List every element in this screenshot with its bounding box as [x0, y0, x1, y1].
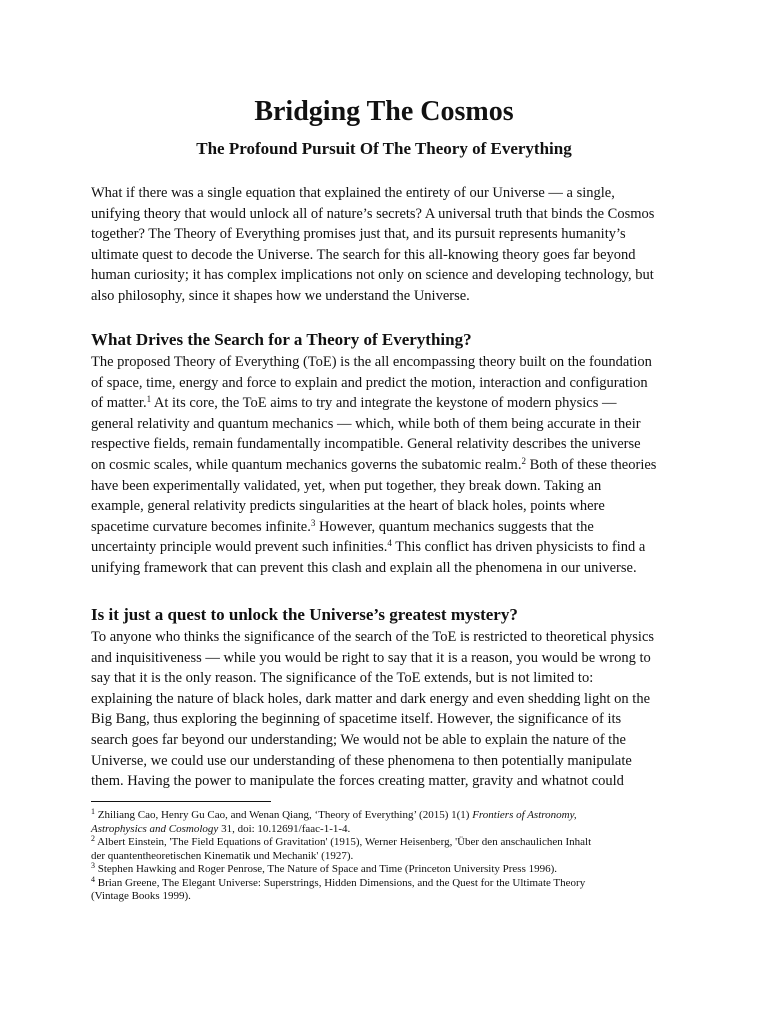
text-line — [91, 455, 681, 476]
footnote-text: Stephen Hawking and Roger Penrose, The Nature of Space and Time (Princeton University Press 1996). — [95, 863, 558, 875]
text-run: spacetime curvature becomes infinite. — [91, 518, 311, 535]
text-run: of matter. — [91, 395, 147, 412]
text-line: them. Having the power to manipulate the forces creating matter, gravity and whatnot could — [91, 773, 624, 790]
page-title: Bridging The Cosmos — [254, 96, 514, 127]
text-run: Both of these theories — [525, 456, 657, 473]
text-run: At its core, the ToE aims to try and integrate the keystone of modern physics — — [151, 395, 617, 412]
footnote-journal: Astrophysics and Cosmology — [91, 822, 219, 835]
footnote-number: 1 — [91, 807, 95, 816]
footnote-line — [91, 823, 691, 837]
footnote-number: 4 — [91, 874, 95, 884]
text-line: say that it is the only reason. The significance of the ToE extends, but is not limited to: — [91, 670, 594, 687]
intro-paragraph — [91, 183, 681, 307]
text-line: and inquisitiveness — while you would be right to say that it is a reason, you would be wrong to — [91, 649, 651, 666]
text-line: of space, time, energy and force to explain and predict the motion, interaction and configuration — [91, 374, 648, 391]
text-line — [91, 537, 681, 558]
footnote-ref[interactable]: 1 — [146, 394, 152, 405]
footnote-line — [91, 836, 691, 850]
footnote-4 — [91, 874, 691, 904]
section-paragraph-quest — [91, 627, 681, 792]
text-run: uncertainty principle would prevent such infinities. — [91, 539, 388, 556]
text-line — [91, 393, 681, 414]
footnote-separator — [91, 801, 271, 802]
footnote-text: Albert Einstein, 'The Field Equations of Gravitation' (1915), Werner Heisenberg, 'Über den anschaulichen Inhalt — [95, 836, 592, 848]
section-heading-drives: What Drives the Search for a Theory of Everything? — [91, 330, 472, 349]
text-line: unifying theory that would unlock all of nature’s secrets? A universal truth that binds the Cosmos — [91, 205, 655, 222]
text-line: have been experimentally validated, yet, when put together, they break down. Taking an — [91, 477, 602, 494]
text-line: unifying framework that can prevent this clash and explain all the phenomena in our universe. — [91, 559, 637, 576]
text-line: example, general relativity predicts singularities at the heart of black holes, points where — [91, 498, 605, 515]
footnote-text: Zhiliang Cao, Henry Gu Cao, and Wenan Qiang, ‘Theory of Everything’ (2015) 1(1) — [95, 809, 473, 821]
footnote-journal: Frontiers of Astronomy, — [472, 809, 577, 821]
text-line: general relativity and quantum mechanics — which, while both of them being accurate in their — [91, 415, 641, 432]
section-paragraph-drives — [91, 352, 681, 579]
text-line: Universe, we could use our understanding of these phenomena to then potentially manipulate — [91, 752, 632, 769]
text-line: What if there was a single equation that explained the entirety of our Universe — a single, — [91, 185, 615, 201]
text-line — [91, 517, 681, 538]
text-line: To anyone who thinks the significance of the search of the ToE is restricted to theoretical physics — [91, 629, 655, 645]
footnote-line — [91, 863, 691, 877]
text-line: also philosophy, since it shapes how we understand the Universe. — [91, 287, 470, 304]
footnote-line — [91, 874, 691, 891]
footnote-number: 2 — [91, 834, 95, 843]
footnote-ref[interactable]: 4 — [387, 538, 392, 549]
footnote-number: 3 — [91, 861, 95, 870]
footnotes — [91, 809, 691, 904]
footnote-ref[interactable]: 3 — [310, 517, 316, 528]
footnote-line: der quantentheoretischen Kinematik und Mechanik' (1927). — [91, 849, 354, 862]
text-line: explaining the nature of black holes, dark matter and dark energy and even shedding light on the — [91, 690, 651, 707]
text-line: The proposed Theory of Everything (ToE) is the all encompassing theory built on the foundation — [91, 354, 652, 370]
text-run: on cosmic scales, while quantum mechanics governs the subatomic realm. — [91, 456, 522, 473]
footnote-text: 31, doi: 10.12691/faac-1-1-4. — [218, 822, 351, 835]
text-line: human curiosity; it has complex implications not only on science and developing technology, but — [91, 267, 654, 284]
page-subtitle: The Profound Pursuit Of The Theory of Everything — [196, 139, 572, 158]
footnote-line — [91, 809, 691, 823]
text-line: respective fields, remain fundamentally incompatible. General relativity describes the universe — [91, 436, 641, 453]
footnote-text: Brian Greene, The Elegant Universe: Superstrings, Hidden Dimensions, and the Quest for the Ultimate Theory — [95, 876, 586, 889]
footnote-2 — [91, 836, 691, 863]
text-line: Big Bang, thus exploring the beginning of spacetime itself. However, the significance of its — [91, 711, 622, 728]
text-line: together? The Theory of Everything promises just that, and its pursuit represents humanity’s — [91, 226, 626, 243]
text-line: search goes far beyond our understanding; We would not be able to explain the nature of the — [91, 731, 626, 748]
text-run: This conflict has driven physicists to find a — [391, 539, 646, 556]
footnote-ref[interactable]: 2 — [521, 455, 526, 466]
text-run: However, quantum mechanics suggests that the — [315, 518, 594, 535]
footnote-3 — [91, 863, 691, 877]
footnote-line: (Vintage Books 1999). — [91, 890, 191, 902]
footnote-1 — [91, 809, 691, 836]
text-line: ultimate quest to decode the Universe. The search for this all-knowing theory goes far beyond — [91, 246, 636, 263]
section-heading-quest: Is it just a quest to unlock the Universe’s greatest mystery? — [91, 605, 518, 624]
